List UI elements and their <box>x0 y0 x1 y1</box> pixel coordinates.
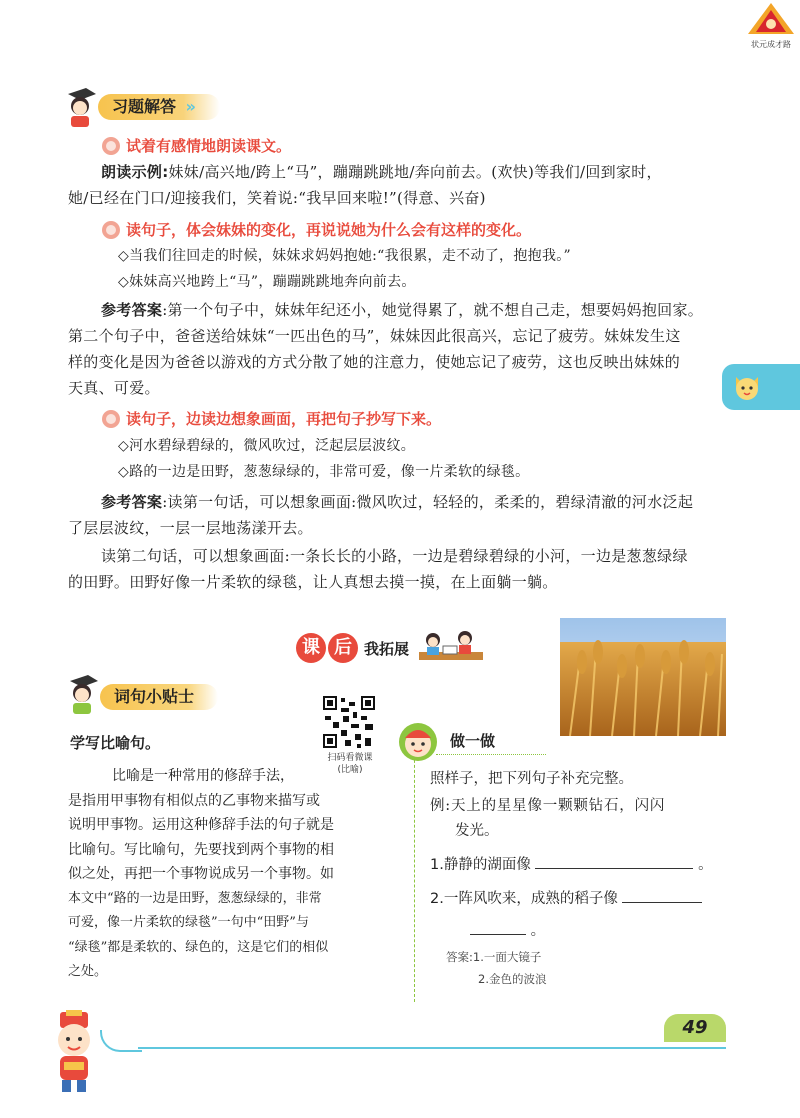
question-3-title: 读句子，边读边想象画面，再把句子抄写下来。 <box>102 408 441 430</box>
footer-mascot-icon <box>34 1010 114 1094</box>
answer-blank-2a[interactable] <box>622 886 702 903</box>
tip-line: 之处。 <box>68 964 108 979</box>
question-2-answer-line2: 第二个句子中，爸爸送给妹妹“一匹出色的马”，妹妹因此很高兴，忘记了疲劳。妹妹发生这 <box>68 327 681 345</box>
question-3-sentence-2: ◇路的一边是田野，葱葱绿绿的，非常可爱，像一片柔软的绿毯。 <box>118 464 530 480</box>
question-2-answer-line4: 天真、可爱。 <box>68 379 160 397</box>
question-3-answer: 参考答案:读第一句话，可以想象画面:微风吹过，轻轻的，柔柔的，碧绿清澈的河水泛起 <box>101 493 694 511</box>
heading-char-2: 后 <box>328 633 358 663</box>
question-3-sentence-1: ◇河水碧绿碧绿的，微风吹过，泛起层层波纹。 <box>118 438 416 454</box>
tip-line: 说明甲事物。运用这种修辞手法的句子就是 <box>68 817 334 833</box>
answer-blank-1[interactable] <box>535 852 693 869</box>
question-2-answer: 参考答案:第一个句子中，妹妹年纪还小，她觉得累了，就不想自己走，想要妈妈抱回家。 <box>101 301 704 319</box>
exercise-mascot-icon <box>396 720 440 764</box>
mascot-girl-icon <box>64 675 100 715</box>
question-1-line2: 她/已经在门口/迎接我们，笑着说:“我早回来啦!”(得意、兴奋) <box>68 189 486 207</box>
page-number-box <box>664 1014 726 1042</box>
tip-text <box>68 764 408 985</box>
column-divider <box>414 740 415 1002</box>
reference-answer-label: 参考答案 <box>101 493 163 511</box>
brand-text: 状元成才路 <box>751 40 791 49</box>
after-class-heading <box>296 626 487 670</box>
tip-line: 是指用甲事物有相似点的乙事物来描写或 <box>68 792 320 809</box>
tip-line: 可爱，像一片柔软的绿毯”一句中“田野”与 <box>68 915 309 930</box>
kids-reading-icon <box>415 626 487 670</box>
exercise-instruction: 照样子，把下列句子补充完整。 <box>430 771 633 787</box>
section-title: 习题解答 <box>112 97 177 116</box>
footer-rule <box>138 1047 726 1049</box>
exercise-answers: 答案:1.一面大镜子 2.金色的波浪 <box>446 950 547 986</box>
question-2-sentence-2: ◇妹妹高兴地跨上“马”，蹦蹦跳跳地奔向前去。 <box>118 274 416 290</box>
cat-face-icon <box>732 373 762 401</box>
wheat-field-image <box>560 618 726 736</box>
heading-char-1: 课 <box>296 633 326 663</box>
chevron-right-icon: » <box>185 97 196 116</box>
brand-logo <box>746 2 796 49</box>
qr-code[interactable] <box>321 694 377 750</box>
reference-answer-label: 参考答案 <box>101 301 163 319</box>
mascot-girl-icon <box>62 88 98 128</box>
tip-line: 比喻句。写比喻句，先要找到两个事物的相 <box>68 841 334 858</box>
exercise-item-2-cont: 。 <box>470 918 545 942</box>
question-2-sentence-1: ◇当我们往回走的时候，妹妹求妈妈抱她:“我很累，走不动了，抱抱我。” <box>118 248 571 264</box>
question-marker-icon <box>102 221 120 239</box>
question-1-content: 朗读示例:妹妹/高兴地/跨上“马”，蹦蹦跳跳地/奔向前去。(欢快)等我们/回到家时， <box>101 163 662 181</box>
qr-caption: 扫码看微课 (比喻) <box>327 753 373 775</box>
exercise-item-2: 2.一阵风吹来，成熟的稻子像 <box>430 886 702 910</box>
exercise-item-1: 1.静静的湖面像 。 <box>430 852 713 876</box>
heading-rest: 我拓展 <box>364 639 410 658</box>
question-marker-icon <box>102 410 120 428</box>
tip-line: 本文中“路的一边是田野，葱葱绿绿的，非常 <box>68 890 322 906</box>
section-banner-exercise-answers <box>98 94 220 120</box>
tip-subtitle: 学写比喻句。 <box>70 734 161 752</box>
exercise-example: 例:天上的星星像一颗颗钻石，闪闪 发光。 <box>430 798 666 839</box>
question-marker-icon <box>102 137 120 155</box>
side-tab <box>722 364 800 410</box>
answer-blank-2b[interactable] <box>470 918 526 935</box>
tip-line: “绿毯”都是柔软的、绿色的，这是它们的相似 <box>68 939 329 955</box>
question-1-title: 试着有感情地朗读课文。 <box>102 135 291 157</box>
tip-line: 似之处，再把一个事物说成另一个事物。如 <box>68 866 334 882</box>
exercise-title-underline <box>436 754 546 755</box>
question-3-answer-line2: 了层层波纹，一层一层地荡漾开去。 <box>68 519 313 537</box>
question-2-title: 读句子，体会妹妹的变化，再说说她为什么会有这样的变化。 <box>102 219 531 241</box>
tip-banner: 词句小贴士 <box>100 684 218 710</box>
exercise-title: 做一做 <box>450 732 496 750</box>
tip-line: 比喻是一种常用的修辞手法， <box>112 768 294 784</box>
question-3-answer-line3: 读第二句话，可以想象画面:一条长长的小路，一边是碧绿碧绿的小河，一边是葱葱绿绿 <box>101 547 688 565</box>
question-2-answer-line3: 样的变化是因为爸爸以游戏的方式分散了她的注意力，使她忘记了疲劳，这也反映出妹妹的 <box>68 353 681 371</box>
reading-example-label: 朗读示例: <box>101 163 169 181</box>
flame-logo-icon <box>746 2 796 36</box>
page-number: 49 <box>682 1017 708 1038</box>
question-3-answer-line4: 的田野。田野好像一片柔软的绿毯，让人真想去摸一摸，在上面躺一躺。 <box>68 573 558 591</box>
